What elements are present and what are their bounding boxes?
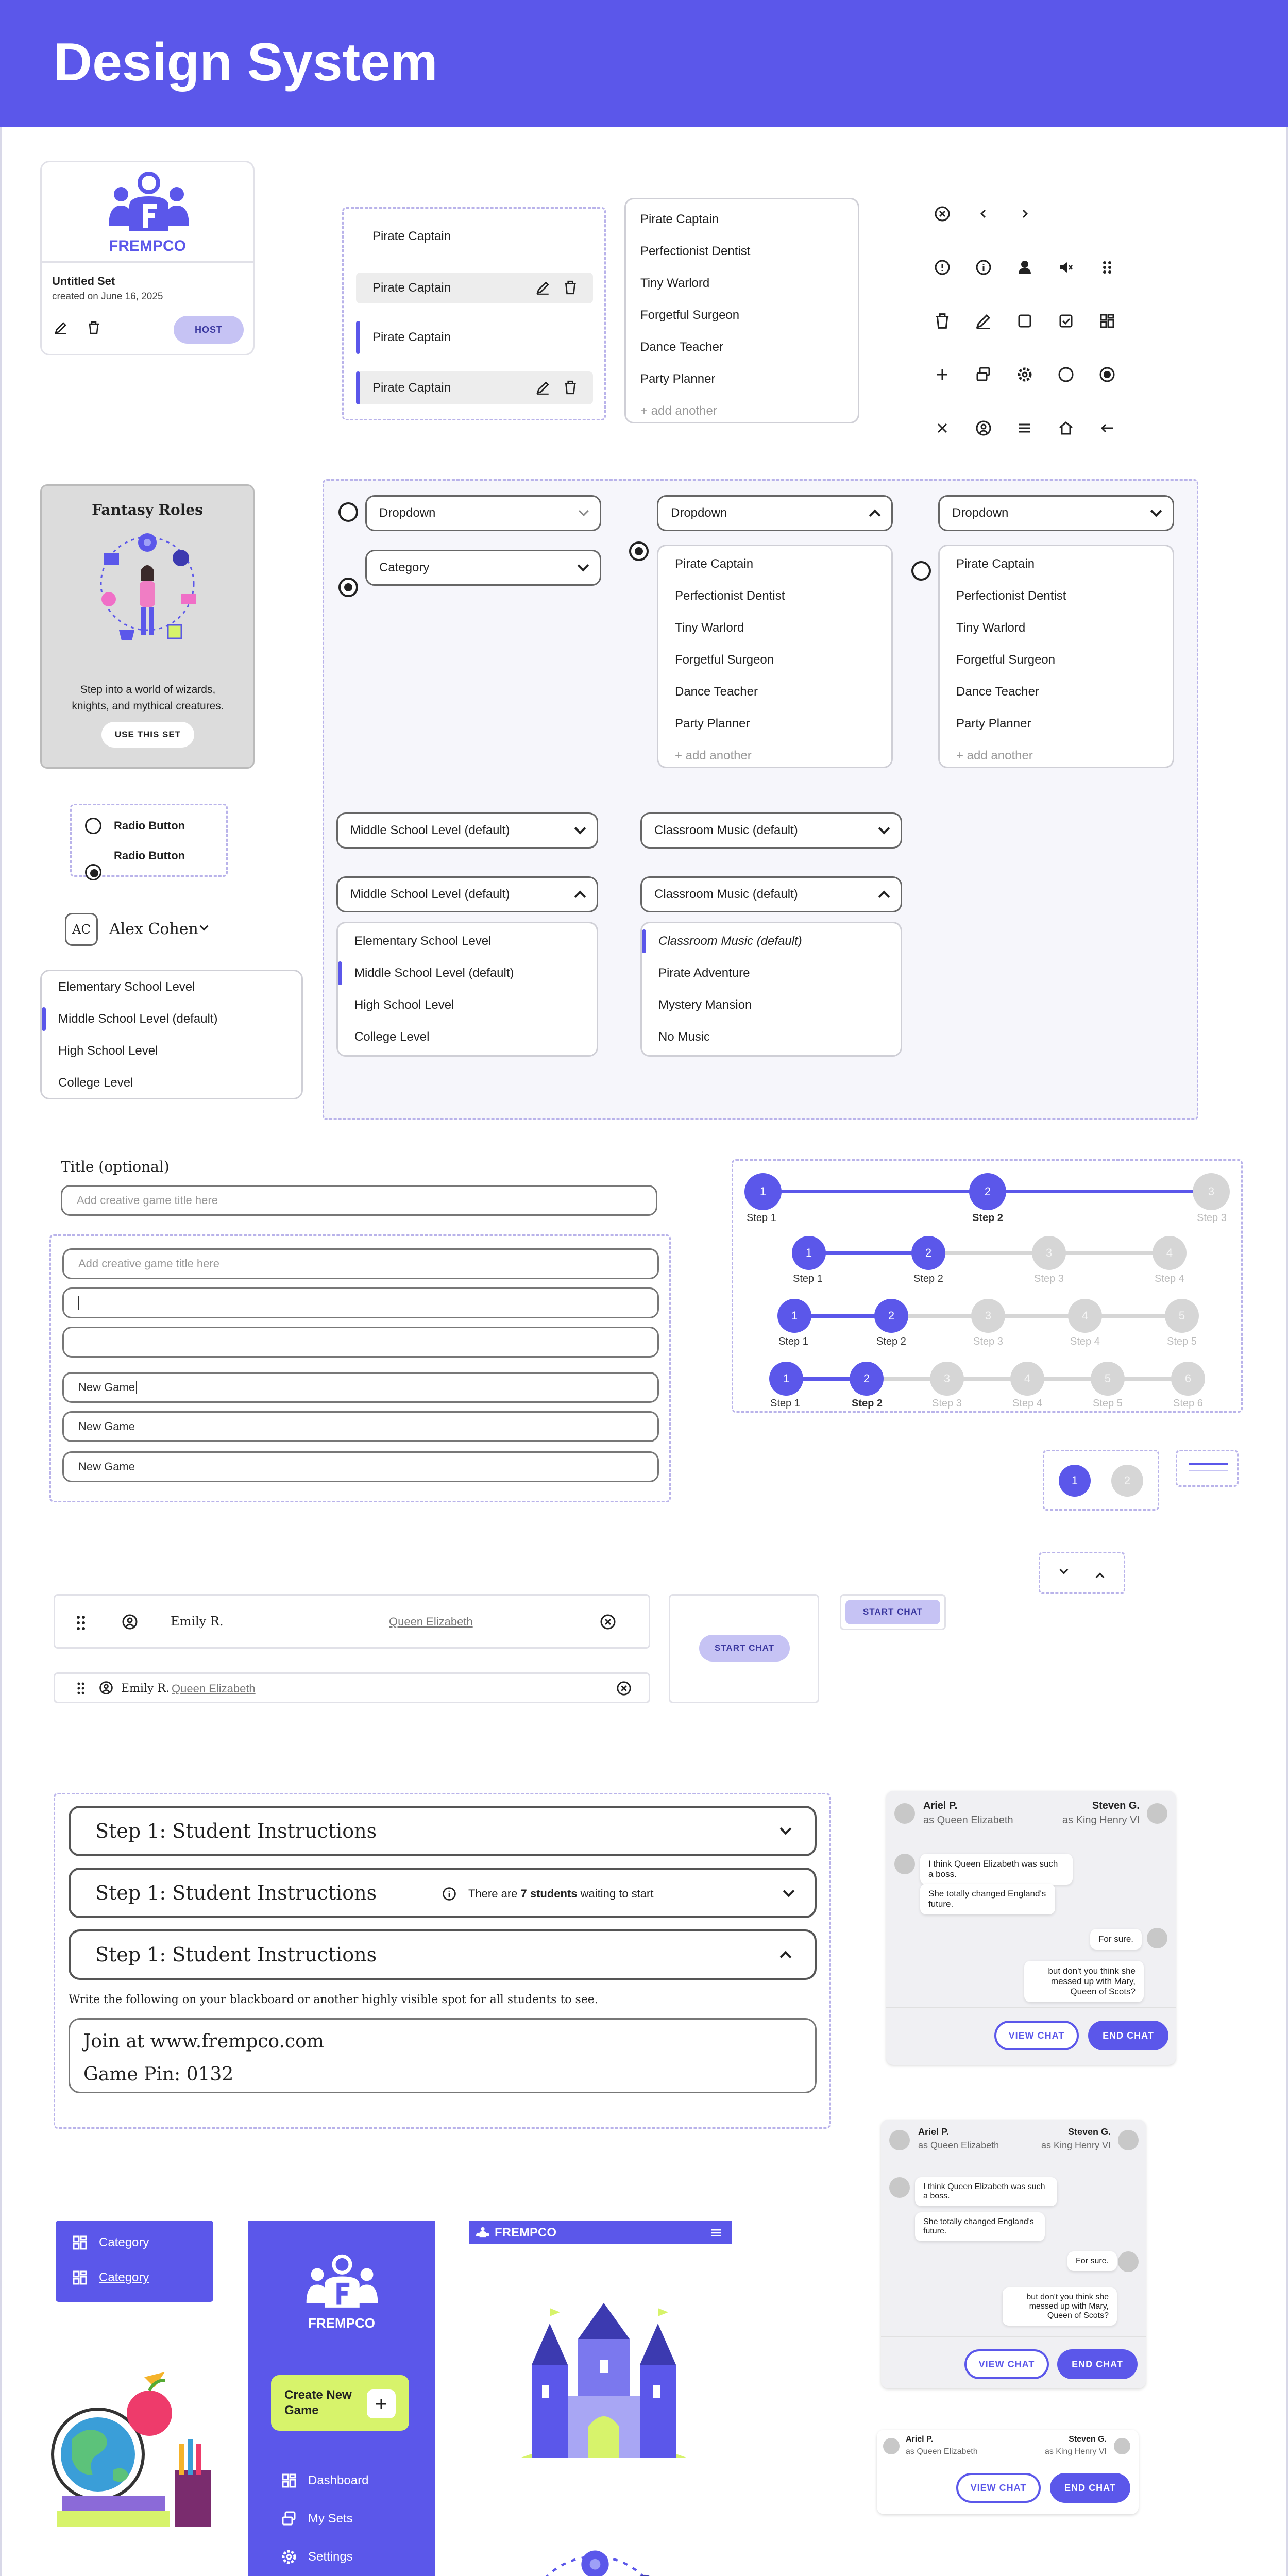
step-label: Step 1 — [770, 1398, 800, 1409]
student-role-link[interactable]: Queen Elizabeth — [389, 1615, 473, 1628]
chat-message: She totally changed England's future. — [915, 2212, 1045, 2241]
step-circle[interactable]: 1 — [769, 1362, 803, 1396]
level-dropdown-open[interactable] — [336, 876, 598, 912]
dashboard-icon — [71, 2234, 89, 2251]
list-item[interactable]: Party Planner — [956, 717, 1031, 731]
step-label: Step 5 — [1093, 1398, 1123, 1409]
drag-handle-icon[interactable] — [76, 1614, 86, 1632]
accordion-waiting[interactable] — [69, 1868, 817, 1918]
step-circle[interactable]: 2 — [911, 1236, 945, 1270]
student-role-link[interactable]: Queen Elizabeth — [172, 1682, 256, 1695]
page-dot-active[interactable]: 1 — [1059, 1465, 1091, 1497]
list-item[interactable]: Pirate Captain — [640, 212, 719, 226]
menu-icon[interactable] — [1016, 419, 1033, 437]
participant-role: as Queen Elizabeth — [923, 1815, 1013, 1826]
end-chat-button[interactable]: END CHAT — [1088, 2021, 1168, 2050]
sets-icon — [280, 2510, 298, 2528]
join-info-box — [69, 2018, 817, 2093]
step-circle[interactable]: 4 — [1153, 1236, 1187, 1270]
trash-icon[interactable] — [563, 380, 578, 395]
settings-icon — [280, 2548, 298, 2566]
info-icon — [442, 1886, 457, 1902]
step-label: Step 3 — [1197, 1212, 1227, 1224]
list-item[interactable]: Tiny Warlord — [956, 621, 1026, 635]
start-chat-button[interactable]: START CHAT — [699, 1635, 790, 1662]
role-item-hover[interactable] — [356, 273, 593, 303]
title-field-label: Title (optional) — [61, 1158, 170, 1175]
dashboard-icon — [280, 2472, 298, 2489]
chat-message: I think Queen Elizabeth was such a boss. — [920, 1854, 1073, 1885]
dropdown-label: Category — [379, 561, 430, 574]
user-name[interactable]: Alex Cohen — [109, 920, 198, 938]
sidebar — [248, 2221, 435, 2576]
chevron-down-icon — [579, 506, 589, 516]
radio-button[interactable] — [338, 502, 358, 522]
dropdown-label: Dropdown — [952, 506, 1009, 520]
list-item[interactable]: High School Level — [58, 1044, 158, 1058]
participant-name: Ariel P. — [923, 1800, 958, 1811]
plus-icon[interactable] — [934, 366, 951, 383]
radio-button[interactable] — [911, 561, 931, 581]
participant-role: as King Henry VI — [1062, 1815, 1140, 1826]
create-label: Create New Game — [284, 2388, 352, 2417]
chevron-pair — [1039, 1552, 1125, 1594]
step-label: Step 2 — [852, 1398, 883, 1409]
dropdown-menu — [938, 545, 1174, 768]
level-dropdown[interactable] — [336, 812, 598, 849]
step-label: Step 5 — [1167, 1336, 1197, 1347]
step-label: Step 2 — [972, 1212, 1004, 1224]
list-item-selected[interactable]: Classroom Music (default) — [642, 925, 901, 957]
role-item-selected[interactable]: Pirate Captain — [372, 330, 451, 344]
dropdown-label: Middle School Level (default) — [350, 823, 510, 837]
title-input-filled[interactable]: New Game — [62, 1411, 659, 1442]
view-chat-button[interactable]: VIEW CHAT — [956, 2473, 1041, 2503]
page-header — [0, 0, 1288, 127]
avatar — [1147, 1928, 1167, 1948]
progress-indicator — [1176, 1450, 1239, 1487]
edit-icon[interactable] — [535, 380, 551, 395]
use-this-set-button[interactable]: USE THIS SET — [101, 722, 194, 748]
instructions-accordion-group — [54, 1793, 831, 2129]
step-circle[interactable]: 2 — [969, 1173, 1006, 1210]
waiting-status: There are 7 students waiting to start — [468, 1887, 654, 1900]
checkbox-icon[interactable] — [1016, 312, 1033, 330]
mute-icon[interactable] — [1057, 259, 1075, 276]
step-label: Step 2 — [876, 1336, 906, 1347]
list-item-selected[interactable]: Middle School Level (default) — [338, 957, 597, 989]
list-item[interactable]: Perfectionist Dentist — [956, 589, 1066, 603]
edit-icon[interactable] — [975, 312, 992, 330]
radio-button-selected[interactable] — [629, 541, 649, 561]
list-item[interactable]: Pirate Adventure — [658, 966, 750, 980]
participant-name: Steven G. — [1069, 2435, 1107, 2444]
participant-name: Steven G. — [1067, 2127, 1111, 2137]
close-circle-icon[interactable] — [934, 205, 951, 223]
list-item[interactable]: Party Planner — [640, 372, 716, 386]
student-name: Emily R. — [121, 1682, 170, 1695]
step-circle[interactable]: 5 — [1091, 1362, 1125, 1396]
step-circle[interactable]: 1 — [777, 1299, 811, 1333]
arrow-left-icon[interactable] — [1098, 419, 1116, 437]
participant-name: Steven G. — [1092, 1800, 1140, 1811]
game-pin: Game Pin: 0132 — [83, 2064, 234, 2085]
accordion-title: Step 1: Student Instructions — [95, 1882, 377, 1904]
sidebar-item-settings[interactable] — [280, 2548, 353, 2566]
frempco-logo-icon — [301, 2251, 383, 2313]
radio-button[interactable] — [85, 818, 101, 834]
title-input-empty[interactable]: Add creative game title here — [62, 1248, 659, 1279]
avatar — [1147, 1803, 1167, 1824]
user-icon[interactable] — [1016, 259, 1033, 276]
chevron-up-icon — [780, 1951, 792, 1963]
list-item[interactable]: Perfectionist Dentist — [675, 589, 785, 603]
avatar — [1118, 2251, 1139, 2272]
view-chat-button[interactable]: VIEW CHAT — [964, 2349, 1049, 2379]
avatar[interactable]: AC — [65, 913, 98, 946]
view-chat-button[interactable]: VIEW CHAT — [994, 2021, 1079, 2050]
step-circle[interactable]: 3 — [971, 1299, 1005, 1333]
dropdown-menu — [657, 545, 893, 768]
page-dot[interactable]: 2 — [1111, 1465, 1143, 1497]
stepper-line — [985, 1190, 1206, 1193]
student-row-compact[interactable] — [54, 1672, 650, 1703]
dropdown-section — [323, 479, 1198, 1120]
close-circle-icon[interactable] — [599, 1613, 617, 1631]
chevron-down-icon[interactable] — [1060, 1566, 1069, 1574]
join-url: Join at www.frempco.com — [83, 2031, 324, 2052]
radio-label: Radio Button — [114, 849, 185, 862]
checkbox-checked-icon[interactable] — [1057, 312, 1075, 330]
progress-bar — [1189, 1463, 1228, 1465]
plus-icon — [367, 2389, 396, 2418]
host-button[interactable]: HOST — [174, 316, 244, 344]
account-circle-icon — [98, 1680, 114, 1696]
fantasy-roles-card[interactable] — [40, 484, 255, 769]
list-item[interactable]: Mystery Mansion — [658, 998, 752, 1012]
list-item[interactable]: No Music — [658, 1030, 710, 1044]
step-label: Step 4 — [1070, 1336, 1100, 1347]
role-item[interactable]: Pirate Captain — [372, 229, 451, 243]
chevron-up-icon — [869, 510, 881, 521]
list-item[interactable]: Dance Teacher — [640, 340, 723, 354]
category-label: Category — [99, 2270, 149, 2284]
role-list-variants — [342, 207, 606, 420]
chat-card — [881, 2120, 1146, 2388]
role-item-selected-hover[interactable] — [356, 371, 593, 404]
step-circle[interactable]: 4 — [1068, 1299, 1102, 1333]
list-item[interactable]: Elementary School Level — [354, 934, 492, 948]
sets-icon[interactable] — [975, 366, 992, 383]
chat-message: For sure. — [1090, 1929, 1142, 1950]
close-icon[interactable] — [934, 419, 951, 437]
chevron-up-icon — [878, 891, 890, 903]
step-circle[interactable]: 1 — [792, 1236, 826, 1270]
step-circle[interactable]: 1 — [744, 1173, 782, 1210]
dropdown-label: Dropdown — [671, 506, 727, 520]
edit-icon[interactable] — [52, 319, 70, 336]
radio-button-selected[interactable] — [85, 864, 101, 880]
category-nav — [56, 2221, 213, 2302]
participant-name: Ariel P. — [918, 2127, 949, 2137]
chat-card-compact — [877, 2430, 1139, 2514]
school-supplies-illustration — [41, 2367, 222, 2532]
dashboard-icon — [71, 2269, 89, 2286]
castle-illustration — [511, 2303, 697, 2468]
radio-label: Radio Button — [114, 819, 185, 832]
chat-card — [886, 1791, 1176, 2065]
performer-illustration — [83, 527, 212, 646]
trash-icon[interactable] — [85, 319, 103, 336]
category-dropdown[interactable] — [365, 550, 601, 586]
avatar — [1114, 2438, 1130, 2454]
chevron-up-icon — [574, 891, 586, 903]
list-item[interactable]: Tiny Warlord — [640, 276, 710, 290]
title-input-focused[interactable] — [62, 1287, 659, 1318]
radio-button-selected[interactable] — [338, 578, 358, 597]
list-item-selected[interactable]: Middle School Level (default) — [42, 1003, 301, 1035]
add-another-link[interactable]: + add another — [956, 749, 1033, 762]
alert-icon[interactable] — [934, 259, 951, 276]
progress-track — [1189, 1470, 1228, 1471]
dropdown-closed[interactable] — [365, 495, 601, 531]
dropdown-open[interactable] — [657, 495, 893, 531]
divider — [881, 2336, 1146, 2337]
chat-message: but don't you think she messed up with Mary, Queen of Scots? — [1024, 1961, 1144, 2002]
selection-bar — [356, 371, 360, 404]
dropdown-closed[interactable] — [938, 495, 1174, 531]
home-icon[interactable] — [1057, 419, 1075, 437]
account-circle-icon — [121, 1613, 139, 1631]
text-cursor — [78, 1296, 79, 1310]
stepper-line — [891, 1314, 1179, 1318]
add-another-link[interactable]: + add another — [640, 404, 717, 418]
list-item[interactable]: Forgetful Surgeon — [956, 653, 1056, 667]
category-label: Category — [99, 2235, 149, 2249]
stepper-line — [808, 1251, 929, 1255]
step-circle[interactable]: 2 — [850, 1362, 884, 1396]
accordion-expanded[interactable] — [69, 1929, 817, 1980]
list-item[interactable]: Dance Teacher — [956, 685, 1039, 699]
accordion-title: Step 1: Student Instructions — [95, 1820, 377, 1842]
title-input[interactable]: Add creative game title here — [61, 1185, 657, 1216]
role-item-label: Pirate Captain — [372, 381, 451, 395]
top-bar-logo: FREMPCO — [495, 2226, 556, 2240]
participant-role: as Queen Elizabeth — [918, 2140, 999, 2150]
frempco-logo-icon — [475, 2225, 490, 2240]
stepper-variants — [732, 1159, 1243, 1413]
step-label: Step 1 — [793, 1273, 823, 1284]
category-nav-item-active[interactable] — [71, 2269, 149, 2286]
page-title: Design System — [54, 32, 438, 92]
step-circle[interactable]: 3 — [1032, 1236, 1066, 1270]
step-circle[interactable]: 3 — [1193, 1173, 1230, 1210]
category-nav-item[interactable] — [71, 2234, 149, 2251]
dropdown-label: Classroom Music (default) — [654, 887, 798, 901]
selection-bar — [356, 321, 360, 354]
divider — [42, 261, 253, 263]
music-menu — [640, 922, 902, 1057]
chevron-down-icon — [578, 560, 589, 572]
step-label: Step 1 — [778, 1336, 808, 1347]
list-item[interactable]: Party Planner — [675, 717, 750, 731]
logo-text: FREMPCO — [109, 238, 186, 255]
pagination-dots — [1043, 1450, 1159, 1511]
performer-illustration — [500, 2539, 690, 2576]
avatar — [889, 2177, 910, 2198]
sidebar-item-my-sets[interactable] — [280, 2510, 353, 2528]
create-new-game-button[interactable] — [271, 2375, 409, 2431]
step-label: Step 4 — [1012, 1398, 1042, 1409]
step-circle[interactable]: 5 — [1165, 1299, 1199, 1333]
set-created-date: created on June 16, 2025 — [52, 291, 163, 302]
frempco-logo-icon — [103, 170, 195, 236]
list-item[interactable]: Tiny Warlord — [675, 621, 744, 635]
step-circle[interactable]: 4 — [1010, 1362, 1044, 1396]
dropdown-label: Middle School Level (default) — [350, 887, 510, 901]
title-input-typing[interactable]: New Game — [62, 1372, 659, 1403]
close-circle-icon[interactable] — [616, 1680, 632, 1697]
drag-handle-icon[interactable] — [1098, 259, 1116, 276]
chevron-down-icon — [574, 823, 586, 835]
list-item[interactable]: College Level — [58, 1076, 133, 1090]
step-label: Step 4 — [1155, 1273, 1184, 1284]
text-cursor — [136, 1381, 137, 1394]
mobile-top-bar — [469, 2221, 732, 2244]
avatar — [894, 1854, 915, 1874]
trash-icon[interactable] — [934, 312, 951, 330]
start-chat-card — [669, 1594, 819, 1703]
sidebar-logo-text: FREMPCO — [308, 2315, 375, 2331]
set-card[interactable] — [40, 161, 255, 355]
list-item[interactable]: Forgetful Surgeon — [675, 653, 774, 667]
step-label: Step 3 — [932, 1398, 962, 1409]
title-input-states — [49, 1234, 671, 1502]
step-label: Step 1 — [747, 1212, 776, 1224]
set-card-description: Step into a world of wizards, knights, and mythical creatures. — [72, 684, 224, 712]
chat-message: but don't you think she messed up with Mary, Queen of Scots? — [1003, 2287, 1117, 2326]
step-label: Step 3 — [1034, 1273, 1064, 1284]
avatar — [1118, 2130, 1139, 2150]
chevron-right-icon[interactable] — [1016, 205, 1033, 223]
end-chat-button[interactable]: END CHAT — [1057, 2349, 1138, 2379]
menu-icon[interactable] — [709, 2226, 723, 2240]
radio-on-icon[interactable] — [1098, 366, 1116, 383]
participant-role: as Queen Elizabeth — [906, 2447, 978, 2456]
role-list-box — [624, 198, 859, 423]
list-item[interactable]: College Level — [354, 1030, 430, 1044]
dashboard-icon[interactable] — [1098, 312, 1116, 330]
end-chat-button[interactable]: END CHAT — [1050, 2473, 1130, 2503]
avatar — [889, 2130, 910, 2150]
participant-role: as King Henry VI — [1044, 2447, 1107, 2456]
list-item[interactable]: Pirate Captain — [956, 557, 1035, 571]
level-menu — [336, 922, 598, 1057]
start-chat-card-small — [840, 1594, 946, 1630]
level-list — [40, 970, 303, 1099]
sidebar-item-label: Dashboard — [308, 2473, 369, 2487]
list-item[interactable]: Dance Teacher — [675, 685, 758, 699]
list-item[interactable]: Elementary School Level — [58, 980, 195, 994]
accordion-collapsed[interactable] — [69, 1806, 817, 1856]
music-dropdown[interactable] — [640, 812, 902, 849]
list-item[interactable]: Perfectionist Dentist — [640, 244, 751, 258]
participant-role: as King Henry VI — [1041, 2140, 1111, 2150]
step-circle[interactable]: 6 — [1171, 1362, 1205, 1396]
list-item[interactable]: High School Level — [354, 998, 454, 1012]
drag-handle-icon[interactable] — [76, 1681, 86, 1696]
radio-group — [70, 804, 228, 877]
edit-icon[interactable] — [535, 280, 551, 295]
sidebar-item-label: Settings — [308, 2550, 353, 2564]
stepper-line — [764, 1190, 985, 1193]
chevron-left-icon[interactable] — [975, 205, 992, 223]
participant-name: Ariel P. — [906, 2435, 934, 2444]
radio-off-icon[interactable] — [1057, 366, 1075, 383]
chevron-down-icon — [1150, 505, 1162, 517]
sidebar-item-label: My Sets — [308, 2512, 353, 2526]
chevron-down-icon — [878, 823, 890, 835]
step-label: Step 3 — [973, 1336, 1003, 1347]
music-dropdown-open[interactable] — [640, 876, 902, 912]
chevron-up-icon[interactable] — [1096, 1573, 1105, 1582]
set-card-title: Fantasy Roles — [92, 501, 203, 518]
icon-grid — [934, 205, 1140, 442]
title-input-blank[interactable] — [62, 1327, 659, 1358]
avatar — [894, 1803, 915, 1824]
chevron-down-icon — [783, 1886, 795, 1897]
role-item-label: Pirate Captain — [372, 281, 451, 295]
step-circle[interactable]: 3 — [930, 1362, 964, 1396]
chat-message: She totally changed England's future. — [920, 1884, 1055, 1914]
set-title: Untitled Set — [52, 275, 115, 287]
chat-message: I think Queen Elizabeth was such a boss. — [915, 2177, 1057, 2206]
divider — [886, 2007, 1176, 2008]
chat-message: For sure. — [1067, 2251, 1117, 2271]
add-another-link[interactable]: + add another — [675, 749, 752, 762]
dropdown-label: Classroom Music (default) — [654, 823, 798, 837]
title-input-filled[interactable]: New Game — [62, 1451, 659, 1482]
accordion-title: Step 1: Student Instructions — [95, 1943, 377, 1966]
settings-icon[interactable] — [1016, 366, 1033, 383]
step-label: Step 2 — [913, 1273, 943, 1284]
list-item[interactable]: Forgetful Surgeon — [640, 308, 740, 322]
trash-icon[interactable] — [563, 280, 578, 295]
student-name: Emily R. — [171, 1614, 224, 1629]
dropdown-label: Dropdown — [379, 506, 436, 520]
start-chat-button[interactable]: START CHAT — [845, 1600, 940, 1624]
chevron-down-icon — [780, 1823, 792, 1835]
instructions-note: Write the following on your blackboard or another highly visible spot for all students to see. — [69, 1993, 598, 2006]
list-item[interactable]: Pirate Captain — [675, 557, 754, 571]
info-icon[interactable] — [975, 259, 992, 276]
step-circle[interactable]: 2 — [874, 1299, 908, 1333]
step-label: Step 6 — [1173, 1398, 1203, 1409]
student-row[interactable] — [54, 1594, 650, 1649]
account-circle-icon[interactable] — [975, 419, 992, 437]
sidebar-item-dashboard[interactable] — [280, 2472, 368, 2489]
avatar — [883, 2438, 900, 2454]
